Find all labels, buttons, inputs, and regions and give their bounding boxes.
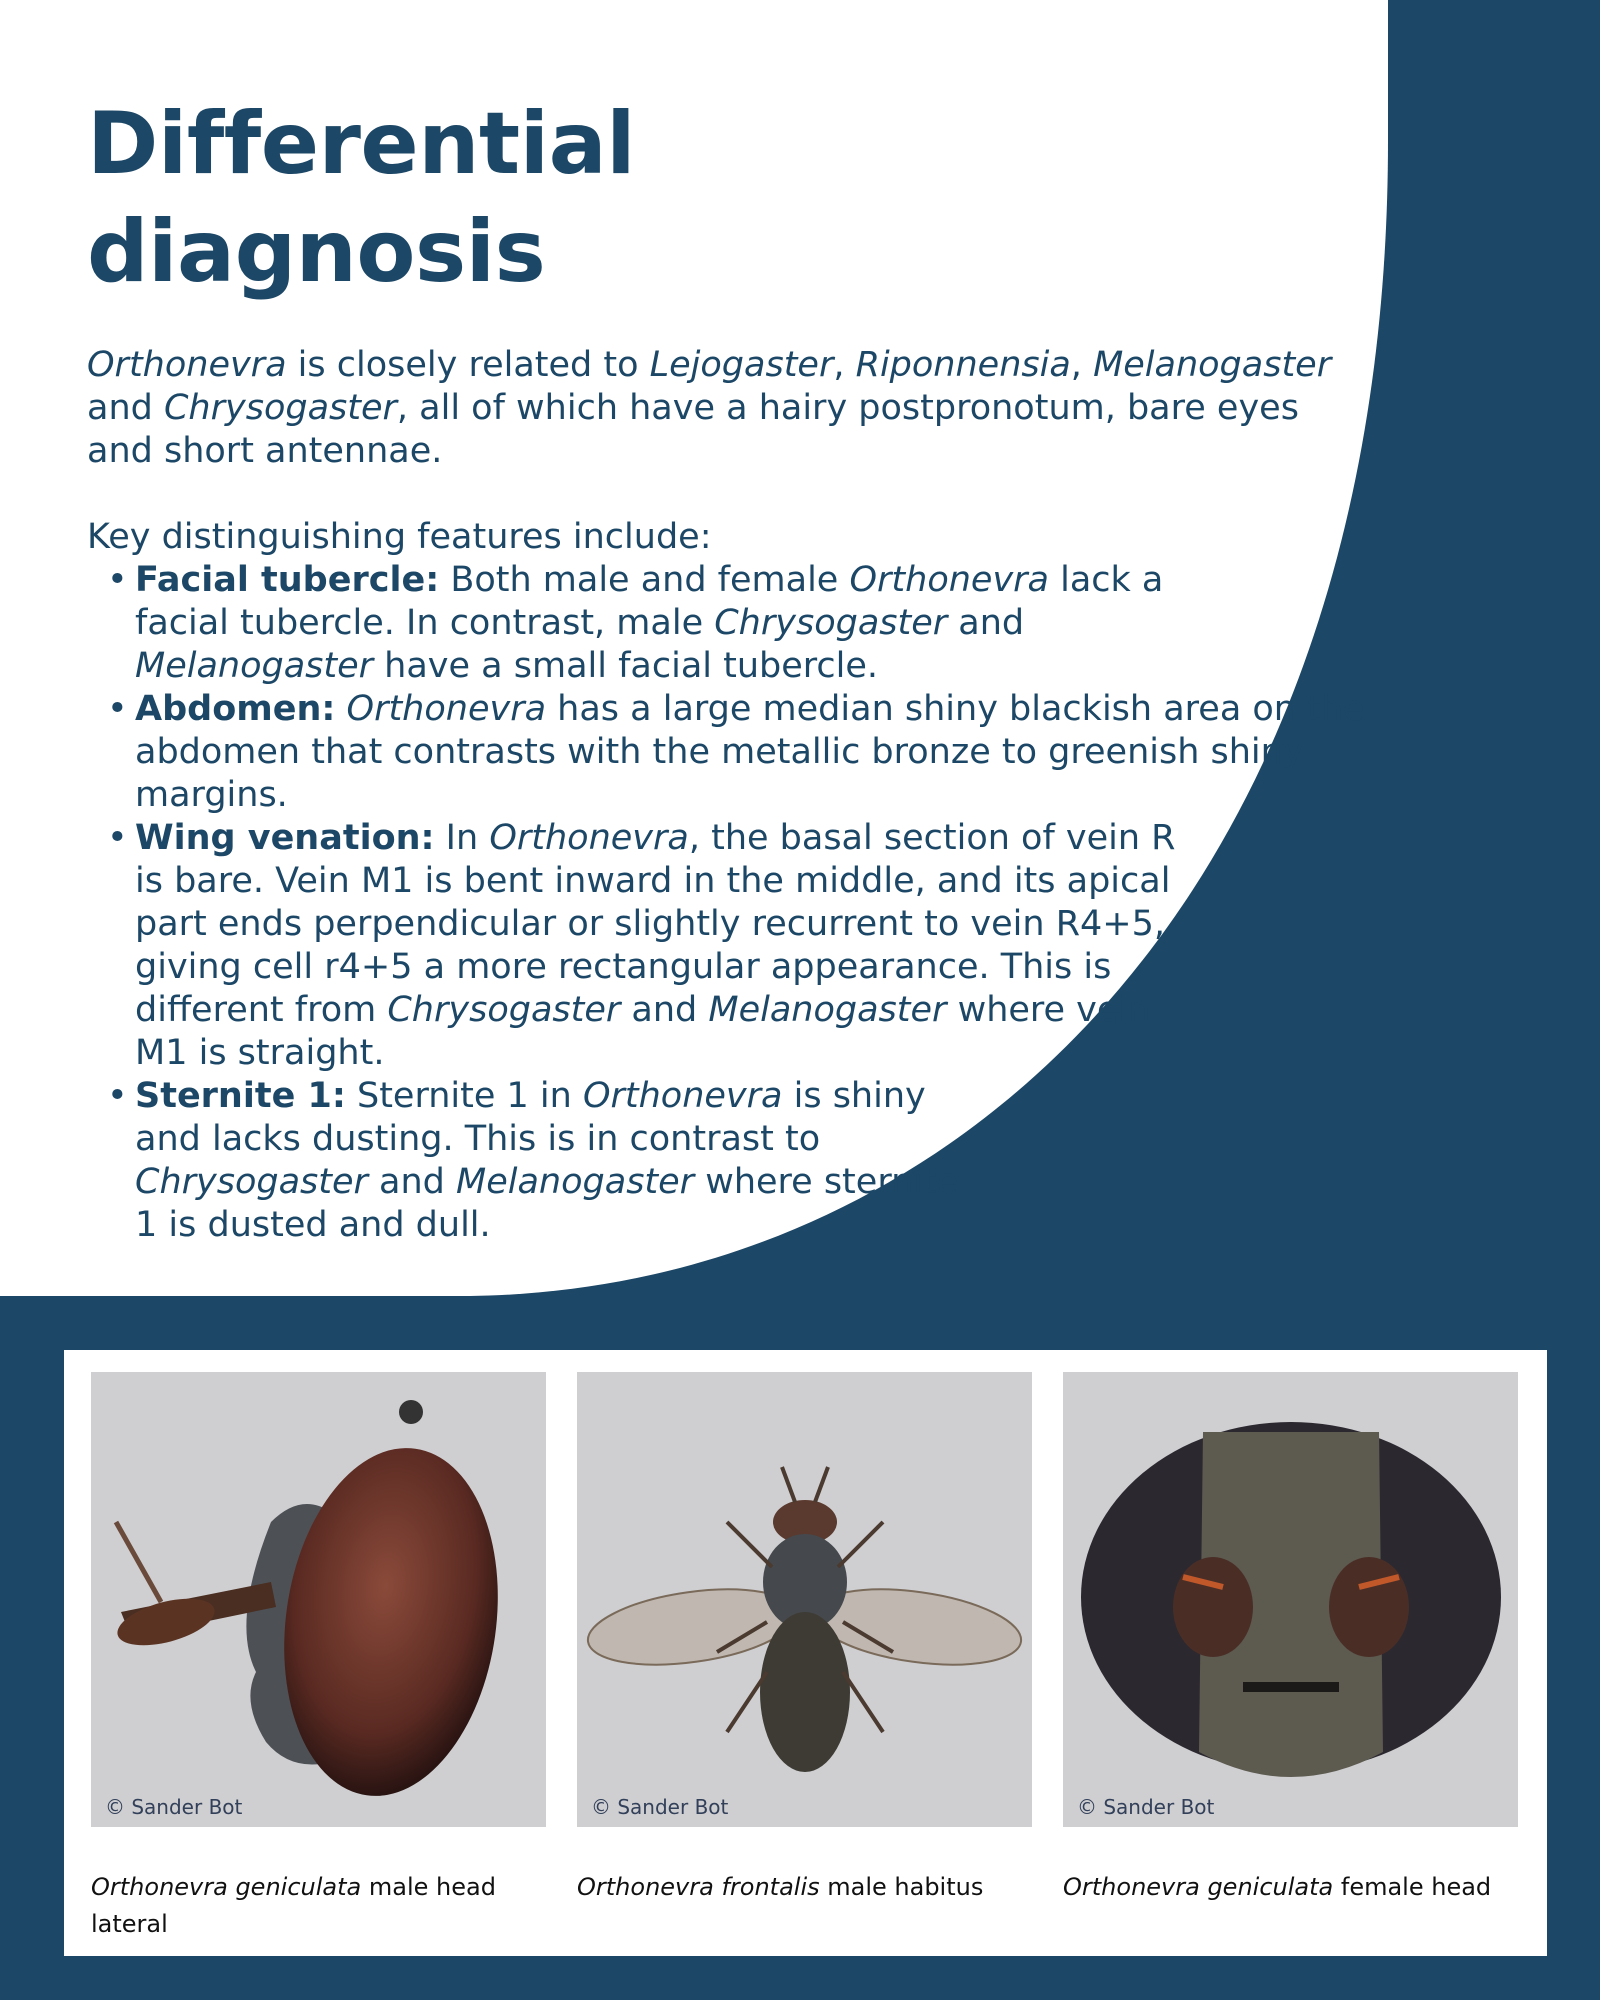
- caption-species: Orthonevra geniculata: [1063, 1873, 1334, 1901]
- feature-item: [87, 559, 1255, 688]
- feature-label: Sternite 1:: [135, 1076, 346, 1116]
- figure-caption: [577, 1869, 1032, 1906]
- feature-text: Both male and female: [439, 560, 850, 600]
- figure-caption: [91, 1869, 546, 1943]
- intro-text: and: [87, 388, 164, 428]
- genus-name: Melanogaster: [708, 990, 947, 1030]
- genus-name: Lejogaster: [649, 345, 834, 385]
- caption-text: male habitus: [819, 1873, 984, 1901]
- key-features-lead: Key distinguishing features include:: [87, 517, 712, 557]
- genus-name: Orthonevra: [489, 818, 689, 858]
- feature-label: Abdomen:: [135, 689, 336, 729]
- feature-text: lack a facial tubercle. In contrast, male: [135, 560, 1164, 643]
- genus-name: Melanogaster: [135, 646, 374, 686]
- fly-habitus-photo: [577, 1372, 1032, 1827]
- feature-text: , the basal section of vein R is bare. Vein M1 is bent inward in the middle, and its apical part ends perpendicular or slightly recurrent to vein R4+5, giving cell r4+5 a more rectangular appearance. This is different from: [135, 818, 1176, 1030]
- feature-item: [87, 1075, 985, 1247]
- feature-label: Facial tubercle:: [135, 560, 440, 600]
- feature-text: [335, 689, 346, 729]
- genus-name: Riponnensia: [855, 345, 1071, 385]
- genus-name: Orthonevra: [582, 1076, 783, 1116]
- text-content: [87, 90, 1365, 1247]
- fly-head-frontal-photo: [1063, 1372, 1518, 1827]
- intro-text: , all of which have a hairy postpronotum, bare eyes and short antennae.: [87, 388, 1299, 471]
- feature-text: is shiny and lacks dusting. This is in contrast to: [135, 1076, 926, 1159]
- genus-name: Orthonevra: [346, 689, 547, 729]
- genus-name: Melanogaster: [456, 1162, 695, 1202]
- feature-text: where vein M1 is straight.: [135, 990, 1151, 1073]
- figure-caption: [1063, 1869, 1518, 1906]
- page-title: [87, 90, 1337, 306]
- feature-text: and: [367, 1162, 457, 1202]
- genus-name: Chrysogaster: [135, 1162, 368, 1202]
- image-panel: [64, 1350, 1547, 1956]
- caption-text: female head: [1333, 1873, 1492, 1901]
- genus-name: Melanogaster: [1093, 345, 1332, 385]
- genus-name: Chrysogaster: [387, 990, 621, 1030]
- caption-species: Orthonevra frontalis: [577, 1873, 820, 1901]
- caption-text: male head lateral: [91, 1873, 496, 1938]
- feature-text: has a large median shiny blackish area on the abdomen that contrasts with the metallic bronze to greenish shiny margins.: [135, 689, 1365, 815]
- feature-text: In: [434, 818, 490, 858]
- title-line-2: diagnosis: [87, 202, 546, 302]
- feature-text: have a small facial tubercle.: [373, 646, 879, 686]
- feature-item: [87, 688, 1385, 817]
- intro-text: ,: [833, 345, 856, 385]
- photo-credit: © Sander Bot: [1077, 1795, 1215, 1819]
- figure-head-lateral: [91, 1372, 546, 1943]
- feature-label: Wing venation:: [135, 818, 435, 858]
- figure-habitus: [577, 1372, 1032, 1906]
- intro-text: is closely related to: [286, 345, 650, 385]
- genus-name: Chrysogaster: [163, 388, 397, 428]
- genus-name: Chrysogaster: [714, 603, 948, 643]
- photo-credit: © Sander Bot: [105, 1795, 243, 1819]
- fly-head-lateral-photo: [91, 1372, 546, 1827]
- feature-text: Sternite 1 in: [345, 1076, 583, 1116]
- photo-credit: © Sander Bot: [591, 1795, 729, 1819]
- feature-item: [87, 817, 1195, 1075]
- genus-name: Orthonevra: [87, 345, 287, 385]
- feature-text: where sternite 1 is dusted and dull.: [135, 1162, 959, 1245]
- features-list: [87, 559, 1365, 1247]
- title-line-1: Differential: [87, 94, 636, 194]
- genus-name: Orthonevra: [849, 560, 1049, 600]
- feature-text: and: [947, 603, 1025, 643]
- feature-text: and: [620, 990, 709, 1030]
- intro-paragraph: [87, 344, 1337, 473]
- figure-head-frontal: [1063, 1372, 1518, 1906]
- caption-species: Orthonevra geniculata: [91, 1873, 362, 1901]
- intro-text: ,: [1070, 345, 1094, 385]
